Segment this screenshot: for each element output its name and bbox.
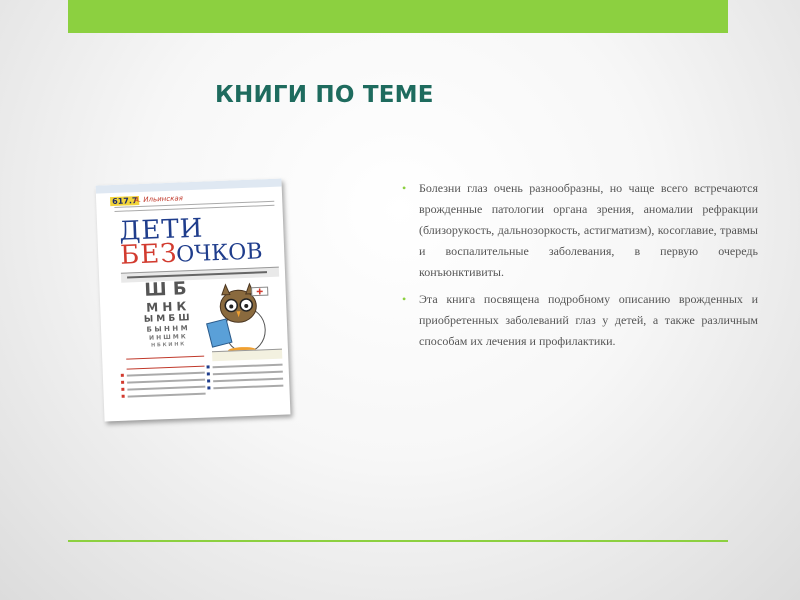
cover-info-left: [126, 356, 206, 413]
bullet-text: Болезни глаз очень разнообразны, но чаще всего встречаются врожденные патологии органа зрения, аномалии рефракции (близорукость, дальнозоркость, астигматизм), косоглавие, травмы и воспалительные заболевания, в первую очередь конъюнктивиты.: [419, 181, 758, 279]
book-code: 617.7: [111, 196, 138, 207]
owl-doctor-illustration: [199, 275, 282, 356]
bullet-item: [402, 289, 758, 352]
bullet-dot-icon: •: [402, 292, 407, 306]
cover-info-right: [212, 349, 284, 410]
eye-chart-row: М Н К: [145, 299, 187, 315]
bullet-item: [402, 178, 758, 283]
eye-chart-row: И Н Ш М К: [148, 333, 186, 342]
eye-chart-row: Ы М Б Ш: [143, 313, 190, 325]
book-author: А. Ильинская: [133, 194, 184, 205]
top-accent-bar: [68, 0, 728, 33]
book-title-word-2: БЕЗ: [119, 238, 179, 271]
cover-top-stripe: [96, 179, 282, 194]
slide-title: КНИГИ ПО ТЕМЕ: [215, 82, 434, 108]
bottom-accent-line: [68, 540, 728, 542]
book-cover-image: [96, 179, 291, 422]
eye-chart-row: Ш Б: [144, 278, 188, 301]
book-title-word-3: ОЧКОВ: [175, 239, 263, 268]
bullet-text: Эта книга посвящена подробному описанию врожденных и приобретенных заболеваний глаз у детей, а также различным способам их лечения и профилактики.: [419, 292, 758, 348]
eye-chart-row: Н Б К И Н К: [150, 341, 185, 349]
book-title-word-1: ДЕТИ: [118, 213, 204, 247]
eye-chart: [125, 280, 208, 350]
bullet-list: [402, 178, 758, 358]
bullet-dot-icon: •: [402, 181, 407, 195]
eye-chart-row: Б Ы Н Н М: [146, 324, 188, 334]
